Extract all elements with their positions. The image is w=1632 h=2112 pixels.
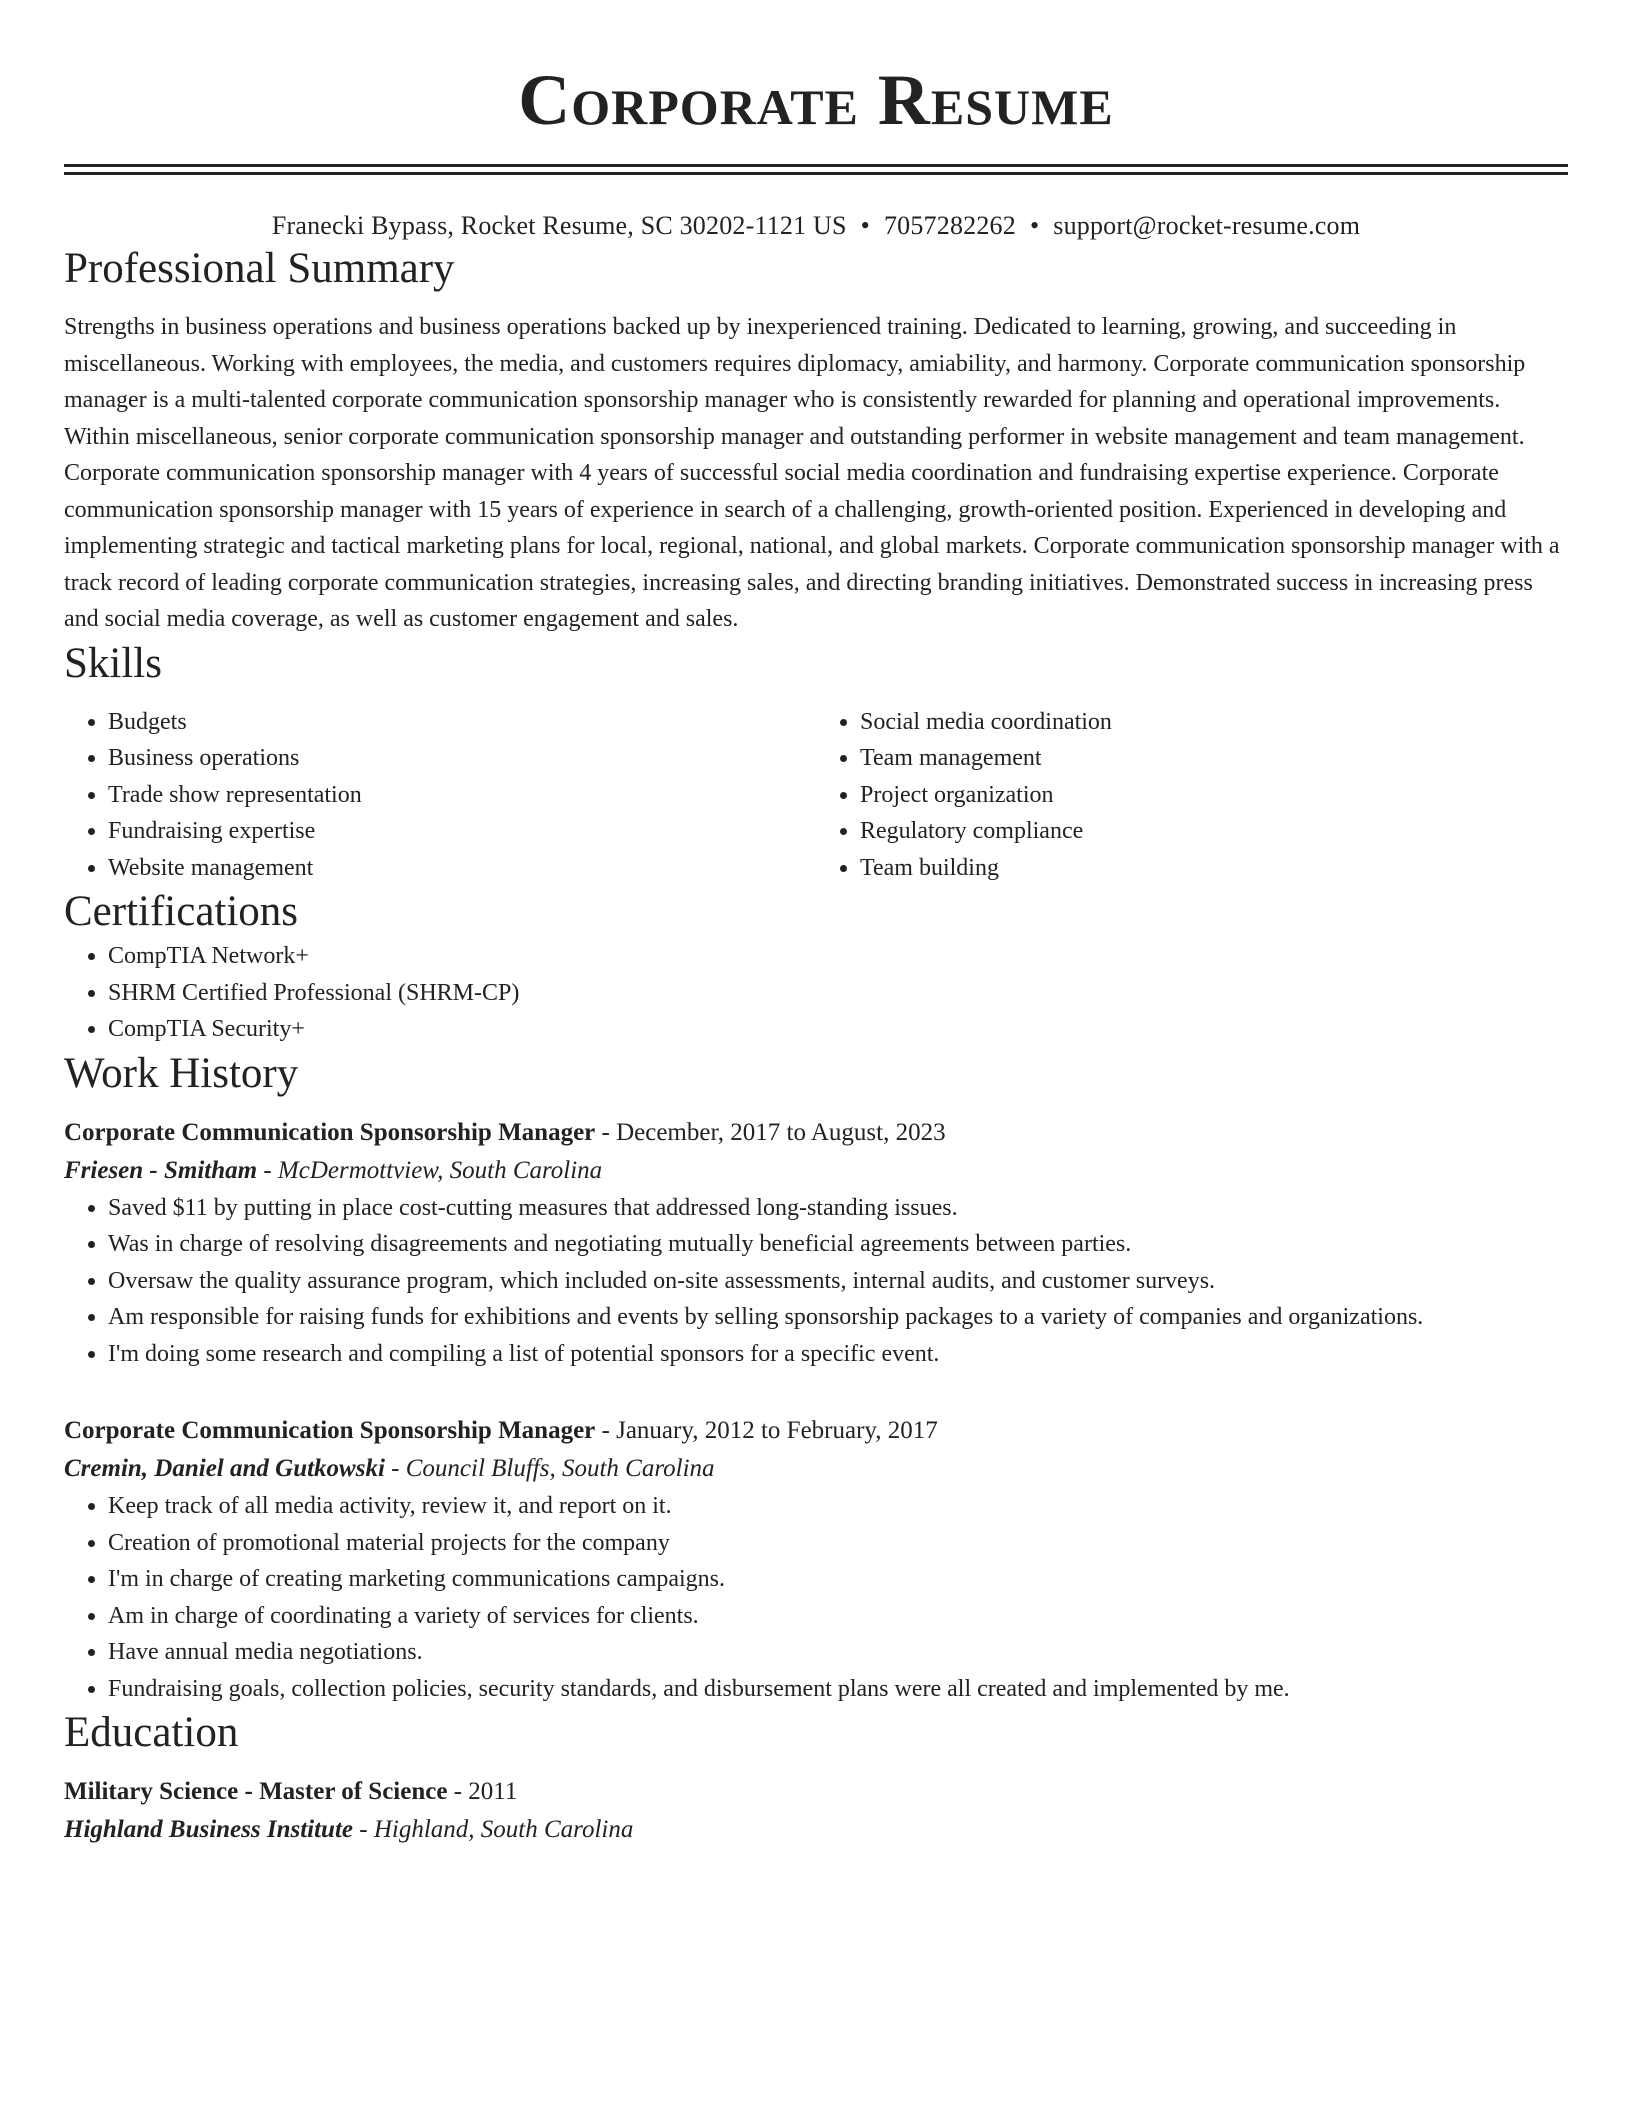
job-duty: • Saved $11 by putting in place cost-cutting measures that addressed long-standing issues. [108, 1190, 1568, 1227]
work-history-heading: Work History [64, 1049, 299, 1097]
skill-item: • Trade show representation [108, 777, 816, 814]
title-divider [64, 164, 1568, 167]
job-title: Corporate Communication Sponsorship Manager [64, 1118, 596, 1146]
skill-item: • Team building [860, 850, 1568, 887]
job-duty: • Keep track of all media activity, review it, and report on it. [108, 1488, 1568, 1525]
contact-line [64, 209, 1568, 243]
certifications-heading: Certifications [64, 888, 299, 935]
skills-list-right [816, 704, 1568, 887]
education-school-line [64, 1811, 1568, 1849]
job-title-line [64, 1412, 1568, 1450]
job-duty: • Oversaw the quality assurance program, which included on-site assessments, internal audits, and customer surveys. [108, 1263, 1568, 1300]
skills-columns [64, 704, 1568, 887]
job-duty: • Am responsible for raising funds for exhibitions and events by selling sponsorship packages to a variety of companies and organizations. [108, 1299, 1568, 1336]
job-title-line [64, 1114, 1568, 1152]
skills-heading: Skills [64, 639, 162, 687]
job-company: Friesen - Smitham [64, 1156, 258, 1184]
job-duty: • I'm doing some research and compiling a list of potential sponsors for a specific event. [108, 1336, 1568, 1373]
skill-item: • Team management [860, 740, 1568, 777]
contact-separator: • [860, 211, 870, 240]
job-duty: • Am in charge of coordinating a variety of services for clients. [108, 1598, 1568, 1635]
job-duties-list [64, 1488, 1568, 1707]
job-entry [64, 1114, 1568, 1373]
education-degree-line [64, 1773, 1568, 1811]
contact-phone: 7057282262 [883, 211, 1016, 240]
job-company-line [64, 1152, 1568, 1190]
contact-email: support@rocket-resume.com [1053, 211, 1361, 240]
skill-item: • Fundraising expertise [108, 813, 816, 850]
skill-item: • Project organization [860, 777, 1568, 814]
job-duty: • Fundraising goals, collection policies, security standards, and disbursement plans were all created and implemented by me. [108, 1671, 1568, 1708]
job-duty: • Was in charge of resolving disagreements and negotiating mutually beneficial agreements between parties. [108, 1226, 1568, 1263]
job-duties-list [64, 1190, 1568, 1373]
skill-item: • Social media coordination [860, 704, 1568, 741]
skill-item: • Regulatory compliance [860, 813, 1568, 850]
summary-text: Strengths in business operations and business operations backed up by inexperienced training. Dedicated to learning, growing, and succeeding in miscellaneous. Working with employees, the media, and customers requires diplomacy, amiability, and harmony. Corporate communication sponsorship manager is a multi-talented corporate communication sponsorship manager who is consistently rewarded for planning and operational improvements. Within miscellaneous, senior corporate communication sponsorship manager and outstanding performer in website management and team management. Corporate communication sponsorship manager with 4 years of successful social media coordination and fundraising expertise experience. Corporate communication sponsorship manager with 15 years of experience in search of a challenging, growth-oriented position. Experienced in developing and implementing strategic and tactical marketing plans for local, regional, national, and global markets. Corporate communication sponsorship manager with a track record of leading corporate communication strategies, increasing sales, and directing branding initiatives. Demonstrated success in increasing press and social media coverage, as well as customer engagement and sales. [64, 314, 1560, 632]
job-company: Cremin, Daniel and Gutkowski [64, 1455, 385, 1482]
certification-item: • SHRM Certified Professional (SHRM-CP) [108, 975, 1568, 1012]
job-location: - Council Bluffs, South Carolina [391, 1455, 715, 1482]
resume-title: Corporate Resume [518, 60, 1114, 140]
skill-item: • Website management [108, 850, 816, 887]
job-dates: - January, 2012 to February, 2017 [601, 1417, 938, 1444]
certification-item: • CompTIA Network+ [108, 938, 1568, 975]
education-heading: Education [64, 1709, 239, 1756]
certifications-list [64, 938, 1568, 1048]
job-entry [64, 1412, 1568, 1707]
education-school: Highland Business Institute [64, 1816, 354, 1843]
job-title: Corporate Communication Sponsorship Manager [64, 1417, 596, 1444]
contact-separator: • [1029, 211, 1040, 240]
education-year: - 2011 [453, 1778, 518, 1805]
job-location: - McDermottview, South Carolina [263, 1156, 603, 1184]
skill-item: • Budgets [108, 704, 816, 741]
education-degree: Military Science - Master of Science [64, 1778, 448, 1805]
skills-list-left [64, 704, 816, 887]
job-company-line [64, 1450, 1568, 1488]
contact-address: Franecki Bypass, Rocket Resume, SC 30202-1121 US [271, 211, 847, 240]
education-location: - Highland, South Carolina [359, 1816, 634, 1843]
job-duty: • Creation of promotional material projects for the company [108, 1525, 1568, 1562]
certification-item: • CompTIA Security+ [108, 1011, 1568, 1048]
summary-heading: Professional Summary [64, 245, 455, 292]
job-duty: • I'm in charge of creating marketing communications campaigns. [108, 1561, 1568, 1598]
skill-item: • Business operations [108, 740, 816, 777]
job-dates: - December, 2017 to August, 2023 [601, 1118, 946, 1146]
title-divider-second [64, 172, 1568, 175]
job-duty: • Have annual media negotiations. [108, 1634, 1568, 1671]
